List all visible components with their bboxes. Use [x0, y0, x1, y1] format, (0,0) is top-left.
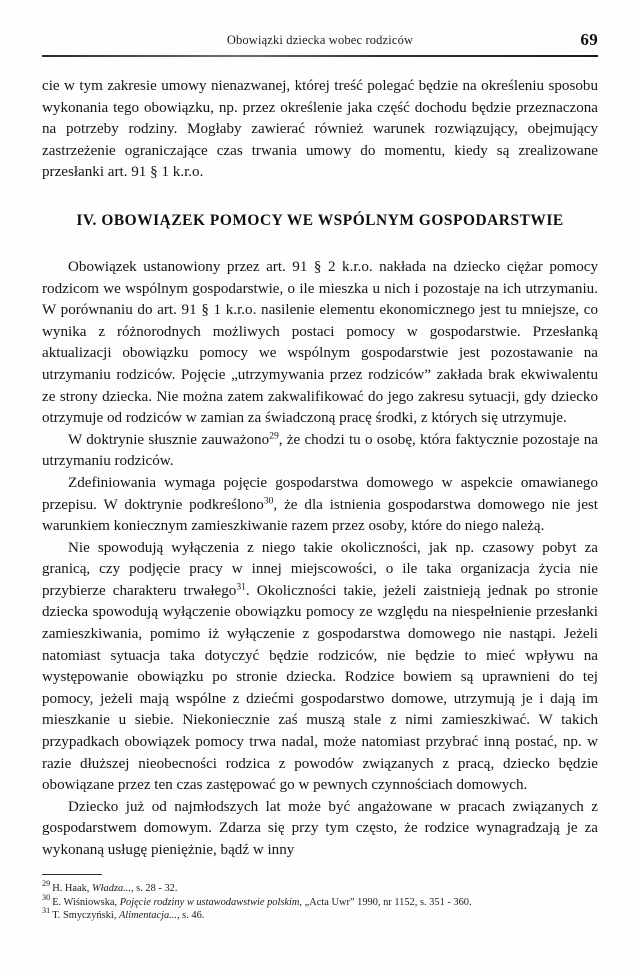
footnote-number: 29	[42, 879, 51, 889]
footnote-30	[42, 892, 598, 910]
running-title: Obowiązki dziecka wobec rodziców	[226, 33, 414, 47]
heading-spacer-top	[42, 184, 598, 212]
paragraph-6: Dziecko już od najmłodszych lat może być angażowane w pracach związanych z gospodarstwem domowym. Zdarza się przy tym często, że rodzice wynagradzają je za wykonaną usługę pieniężnie, bądź w inny	[42, 798, 598, 858]
footnote-text-before-italic: T. Smyczyński,	[52, 910, 119, 922]
footnote-number: 30	[42, 892, 51, 902]
paragraph-5	[42, 538, 598, 797]
paragraph-4	[42, 473, 598, 538]
footnote-ref-31[interactable]: 31	[236, 581, 246, 593]
footnote-title: Władza...	[92, 883, 131, 895]
footnote-ref-30[interactable]: 30	[263, 494, 274, 506]
page-content	[42, 76, 598, 862]
paragraph-3-text-before-ref: W doktrynie słusznie zauważono	[68, 431, 270, 448]
paragraph-5-text-before-ref: Nie spowodują wyłączenia z niego takie okoliczności, jak np. czasowy pobyt za granicą, czy podjęcie pracy w innej miejscowości, o ile taka organizacja życia nie przybierze charakteru trwałego	[42, 539, 598, 599]
footnote-text-after-italic: , „Acta Uwr” 1990, nr 1152, s. 351 - 360.	[299, 896, 472, 908]
footnote-text-before-italic: E. Wiśniowska,	[52, 896, 120, 908]
paragraph-5-text-after-ref: . Okoliczności takie, jeżeli zaistnieją jednak po stronie dziecka spowodują wyłączenie obowiązku pomocy ze względu na niespełnienie przesłanki zamieszkiwania, pomimo iż wyłączenie z gospodarstwa domowego nie nastąpi. Jeżeli natomiast sytuacja taka dotyczyć będzie rodziców, nie będzie to mieć wpływu na występowanie obowiązku po stronie dziecka. Rodzice bowiem są uprawnieni do tej pomocy, jeżeli mają wspólne z dziećmi gospodarstwo domowe, utrzymują je i dają im mieszkanie u siebie. Niekoniecznie zaś muszą stale z nimi zamieszkiwać. W takich przypadkach obowiązek pomocy trwa nadal, może natomiast przybrać inną postać, np. w razie dłuższej nieobecności rodzica z powodów związanych z pracą, dziecko będzie obowiązane przez ten czas zastępować go w pewnych czynnościach domowych.	[42, 582, 598, 794]
footnote-number: 31	[42, 906, 51, 916]
footnote-text-after-italic: , s. 46.	[176, 910, 205, 922]
paragraph-4-text-before-ref: Zdefiniowania wymaga pojęcie gospodarstwa domowego w aspekcie omawianego przepisu. W doktrynie podkreślono	[42, 474, 598, 513]
footnote-text-after-italic: , s. 28 - 32.	[130, 883, 178, 895]
footnote-text-before-italic: H. Haak,	[52, 883, 93, 895]
footnote-title: Pojęcie rodziny w ustawodawstwie polskim	[119, 896, 300, 908]
footnote-title: Alimentacja...	[118, 910, 177, 922]
paragraph-continuation: cie w tym zakresie umowy nienazwanej, której treść polegać będzie na określeniu sposobu wykonania tego obowiązku, np. przez określenie jaka część dochodu będzie przeznaczona na potrzeby rodziny. Mogłaby zawierać również warunek rozwiązujący, obejmujący zastrzeżenie ograniczające czas trwania umowy do momentu, kiedy są zrealizowane przesłanki art. 91 § 1 k.r.o.	[42, 78, 598, 181]
header-divider	[42, 55, 598, 57]
page-header	[42, 30, 598, 59]
paragraph-3-text-after-ref: , że chodzi tu o osobę, która faktycznie pozostaje na utrzymaniu rodziców.	[42, 431, 598, 470]
section-heading: IV. OBOWIĄZEK POMOCY WE WSPÓLNYM GOSPODARSTWIE	[76, 211, 564, 229]
footnote-divider	[42, 874, 102, 875]
paragraph-3	[42, 430, 598, 473]
footnote-section	[42, 874, 598, 923]
paragraph-2: Obowiązek ustanowiony przez art. 91 § 2 k.r.o. nakłada na dziecko ciężar pomocy rodzicom we wspólnym gospodarstwie, o ile mieszka u nich i pozostaje na ich utrzymaniu. W porównaniu do art. 91 § 1 k.r.o. nasilenie elementu ekonomicznego jest tu mniejsze, co wynika z różnorodnych możliwych postaci pomocy w gospodarstwie. Przesłanką aktualizacji obowiązku pomocy we wspólnym gospodarstwie jest pozostawanie na utrzymaniu rodziców. Pojęcie „utrzymywania przez rodziców” zakłada brak ekwiwalentu ze strony dziecka. Nie można zatem zakwalifikować do jego zakresu sytuacji, gdy dziecko otrzymuje od rodziców w zamian za świadczoną pracę środki, z których się utrzymuje.	[42, 258, 598, 427]
footnote-29	[42, 879, 598, 896]
header-inner	[42, 30, 598, 53]
heading-spacer-bottom	[42, 230, 598, 257]
footnote-ref-29[interactable]: 29	[269, 430, 279, 442]
paragraph-4-text-after-ref: , że dla istnienia gospodarstwa domowego nie jest warunkiem koniecznym zamieszkiwanie razem przez osoby, które do niego należą.	[42, 496, 598, 535]
page-number: 69	[580, 30, 598, 49]
footnote-31	[42, 906, 598, 923]
